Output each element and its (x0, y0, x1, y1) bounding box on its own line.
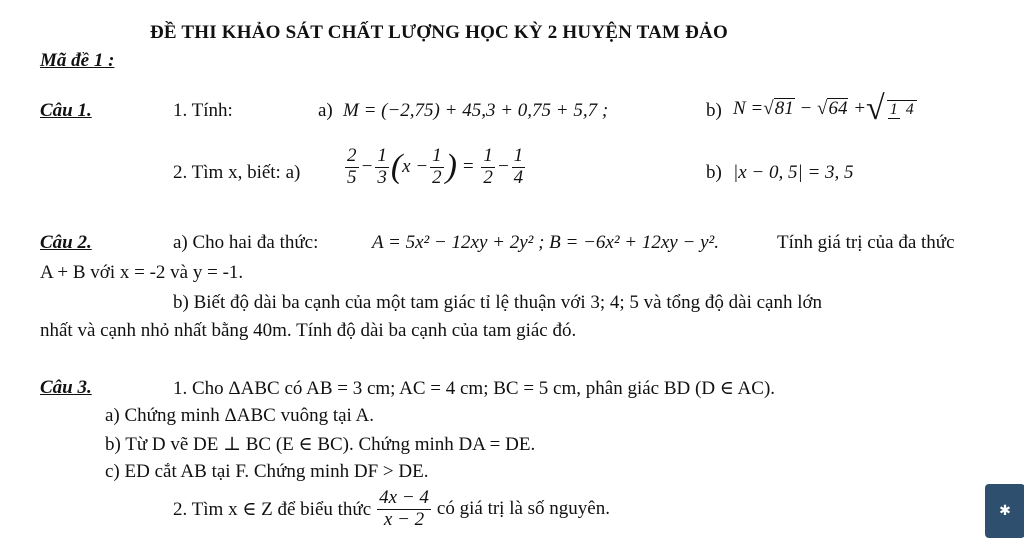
fraction-numerator: 4x − 4 (379, 487, 429, 508)
fraction-denominator: 5 (347, 166, 357, 188)
q2a-line2: A + B với x = -2 và y = -1. (40, 262, 244, 283)
fraction-denominator: 4 (905, 100, 914, 118)
fraction (375, 146, 389, 189)
minus-sign: − (360, 156, 374, 178)
exam-code: Mã đề 1 : (40, 50, 115, 71)
fraction-denominator: 4 (513, 166, 524, 188)
q1-part1a-expression: M = (−2,75) + 45,3 + 0,75 + 5,7 ; (343, 100, 609, 121)
minus-sign: − (496, 156, 510, 178)
equals-sign: = (457, 156, 480, 178)
q1-part1b-prefix: b) (706, 100, 722, 121)
fraction-denominator: 2 (483, 166, 493, 188)
q1-part1a-prefix: a) (318, 100, 333, 121)
q1b-sqrt1: 81 (774, 98, 794, 120)
question-2-label: Câu 2. (40, 232, 92, 253)
sqrt-sign: √ (866, 90, 885, 127)
q3-part2-fraction (377, 488, 431, 531)
fraction (481, 146, 495, 189)
fraction-numerator: 1 (483, 145, 493, 166)
question-3-label: Câu 3. (40, 377, 92, 398)
plus-sign: + (848, 98, 867, 119)
q1b-lhs: N = (733, 98, 764, 119)
close-paren: ) (445, 148, 457, 186)
q3-part2 (173, 488, 610, 531)
fraction-denominator: 2 (432, 166, 442, 188)
question-1-label: Câu 1. (40, 100, 92, 121)
q1b-sqrt2: 64 (828, 98, 848, 120)
fraction-numerator: 1 (432, 145, 442, 166)
q3-part1b: b) Từ D vẽ DE ⊥ BC (E ∈ BC). Chứng minh DA = DE. (105, 434, 536, 455)
q1-part2b-prefix: b) (706, 162, 722, 183)
q1-part2b-expression: |x − 0, 5| = 3, 5 (733, 162, 854, 183)
q3-part2-prefix: 2. Tìm x ∈ Z để biểu thức (173, 498, 372, 520)
sqrt-sign: √ (763, 98, 774, 119)
fraction-numerator: 1 (377, 145, 387, 166)
bluetooth-icon: ✱ (999, 503, 1011, 519)
fraction-denominator: 3 (377, 166, 387, 188)
q2a-polynomials: A = 5x² − 12xy + 2y² ; B = −6x² + 12xy − y². (372, 232, 719, 253)
fraction (430, 146, 444, 189)
q3-part1c: c) ED cắt AB tại F. Chứng minh DF > DE. (105, 461, 429, 482)
x-minus: x − (402, 156, 429, 178)
q1b-sqrt-fraction (887, 100, 917, 119)
fraction-numerator: 1 (889, 100, 898, 118)
sqrt-sign: √ (817, 98, 828, 119)
q3-part2-suffix: có giá trị là số nguyên. (436, 498, 610, 520)
fraction (345, 146, 359, 189)
q1-part1-label: 1. Tính: (173, 100, 233, 121)
q3-part1: 1. Cho ΔABC có AB = 3 cm; AC = 4 cm; BC = 5 cm, phân giác BD (D ∈ AC). (173, 378, 776, 399)
q3-part1a: a) Chứng minh ΔABC vuông tại A. (105, 405, 374, 426)
fraction-numerator: 1 (513, 145, 524, 166)
q1-part2-label: 2. Tìm x, biết: a) (173, 162, 301, 183)
page-title: ĐỀ THI KHẢO SÁT CHẤT LƯỢNG HỌC KỲ 2 HUYỆN TAM ĐẢO (150, 22, 728, 43)
minus-sign: − (794, 98, 818, 119)
q2b-line1: b) Biết độ dài ba cạnh của một tam giác tỉ lệ thuận với 3; 4; 5 và tổng độ dài cạnh lớn (173, 292, 823, 313)
q2a-intro: a) Cho hai đa thức: (173, 232, 319, 253)
open-paren: ( (390, 148, 403, 186)
q1-part1b-expression (733, 90, 919, 128)
q2b-line2: nhất và cạnh nhỏ nhất bằng 40m. Tính độ dài ba cạnh của tam giác đó. (40, 320, 577, 341)
fraction (512, 146, 526, 189)
bluetooth-badge[interactable] (985, 484, 1024, 538)
q2a-instruction: Tính giá trị của đa thức (777, 232, 955, 253)
q1-part2a-expression (343, 146, 527, 189)
fraction-denominator: x − 2 (383, 508, 425, 530)
fraction-numerator: 2 (347, 145, 357, 166)
